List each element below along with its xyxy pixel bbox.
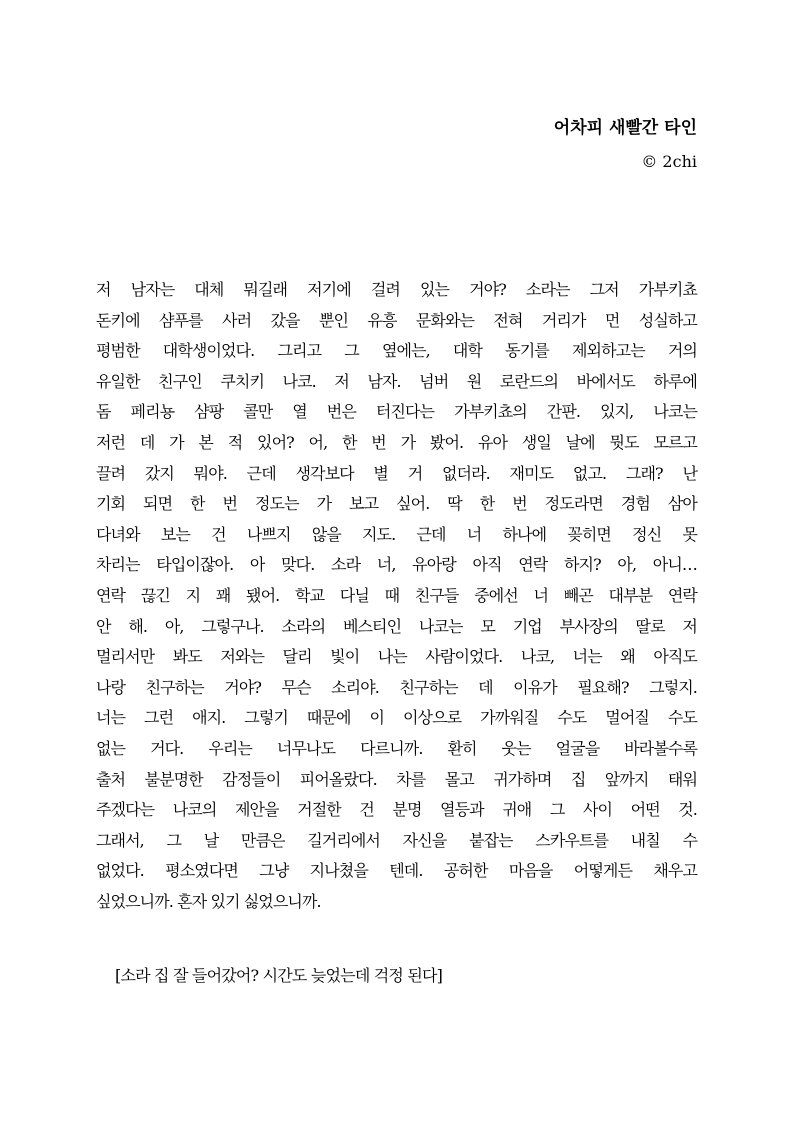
paragraph-line: 없는 거다. 우리는 너무나도 다르니까. 환히 웃는 얼굴을 바라볼수록 bbox=[96, 738, 697, 758]
story-paragraph bbox=[96, 275, 697, 917]
paragraph-line: 돔 페리뇽 샴팡 콜만 열 번은 터진다는 가부키쵸의 간판. 있지, 나코는 bbox=[96, 402, 697, 422]
document-header bbox=[554, 114, 697, 176]
paragraph-line: 싶었으니까. 혼자 있기 싫었으니까. bbox=[96, 891, 321, 911]
paragraph-line: 연락 끊긴 지 꽤 됐어. 학교 다닐 때 친구들 중에선 너 빼곤 대부분 연락 bbox=[96, 585, 697, 605]
paragraph-line: 멀리서만 봐도 저와는 달리 빛이 나는 사람이었다. 나코, 너는 왜 아직도 bbox=[96, 647, 697, 667]
paragraph-line: 없었다. 평소였다면 그냥 지나쳤을 텐데. 공허한 마음을 어떻게든 채우고 bbox=[96, 861, 697, 881]
document-author: © 2chi bbox=[641, 152, 697, 171]
paragraph-line: 돈키에 샴푸를 사러 갔을 뿐인 유흥 문화와는 전혀 거리가 먼 성실하고 bbox=[96, 310, 697, 330]
paragraph-line: 나랑 친구하는 거야? 무슨 소리야. 친구하는 데 이유가 필요해? 그렇지. bbox=[96, 677, 697, 697]
chat-message-text: [소라 집 잘 들어갔어? 시간도 늦었는데 걱정 된다] bbox=[115, 966, 443, 985]
paragraph-line: 출처 불분명한 감정들이 피어올랐다. 차를 몰고 귀가하며 집 앞까지 태워 bbox=[96, 769, 697, 789]
document-title: 어차피 새빨간 타인 bbox=[553, 118, 697, 138]
paragraph-line: 다녀와 보는 건 나쁘지 않을 지도. 근데 너 하나에 꽂히면 정신 못 bbox=[96, 524, 697, 544]
paragraph-line: 차리는 타입이잖아. 아 맞다. 소라 너, 유아랑 아직 연락 하지? 아, 아니… bbox=[96, 555, 697, 575]
paragraph-line: 저런 데 가 본 적 있어? 어, 한 번 가 봤어. 유아 생일 날에 뭣도 모르고 bbox=[96, 432, 697, 452]
paragraph-line: 유일한 친구인 쿠치키 나코. 저 남자. 넘버 원 로란드의 바에서도 하루에 bbox=[96, 371, 697, 391]
paragraph-line: 평범한 대학생이었다. 그리고 그 옆에는, 대학 동기를 제외하고는 거의 bbox=[96, 341, 697, 361]
paragraph-line: 끌려 갔지 뭐야. 근데 생각보다 별 거 없더라. 재미도 없고. 그래? 난 bbox=[96, 463, 697, 483]
paragraph-line: 기회 되면 한 번 정도는 가 보고 싶어. 딱 한 번 정도라면 경험 삼아 bbox=[96, 494, 697, 514]
paragraph-line: 안 해. 아, 그렇구나. 소라의 베스티인 나코는 모 기업 부사장의 딸로 저 bbox=[96, 616, 697, 636]
paragraph-line: 주겠다는 나코의 제안을 거절한 건 분명 열등과 귀애 그 사이 어떤 것. bbox=[96, 800, 697, 820]
paragraph-line: 너는 그런 애지. 그렇기 때문에 이 이상으로 가까워질 수도 멀어질 수도 bbox=[96, 708, 697, 728]
paragraph-line: 저 남자는 대체 뭐길래 저기에 걸려 있는 거야? 소라는 그저 가부키쵸 bbox=[96, 280, 697, 299]
paragraph-line: 그래서, 그 날 만큼은 길거리에서 자신을 붙잡는 스카우트를 내칠 수 bbox=[96, 830, 697, 850]
